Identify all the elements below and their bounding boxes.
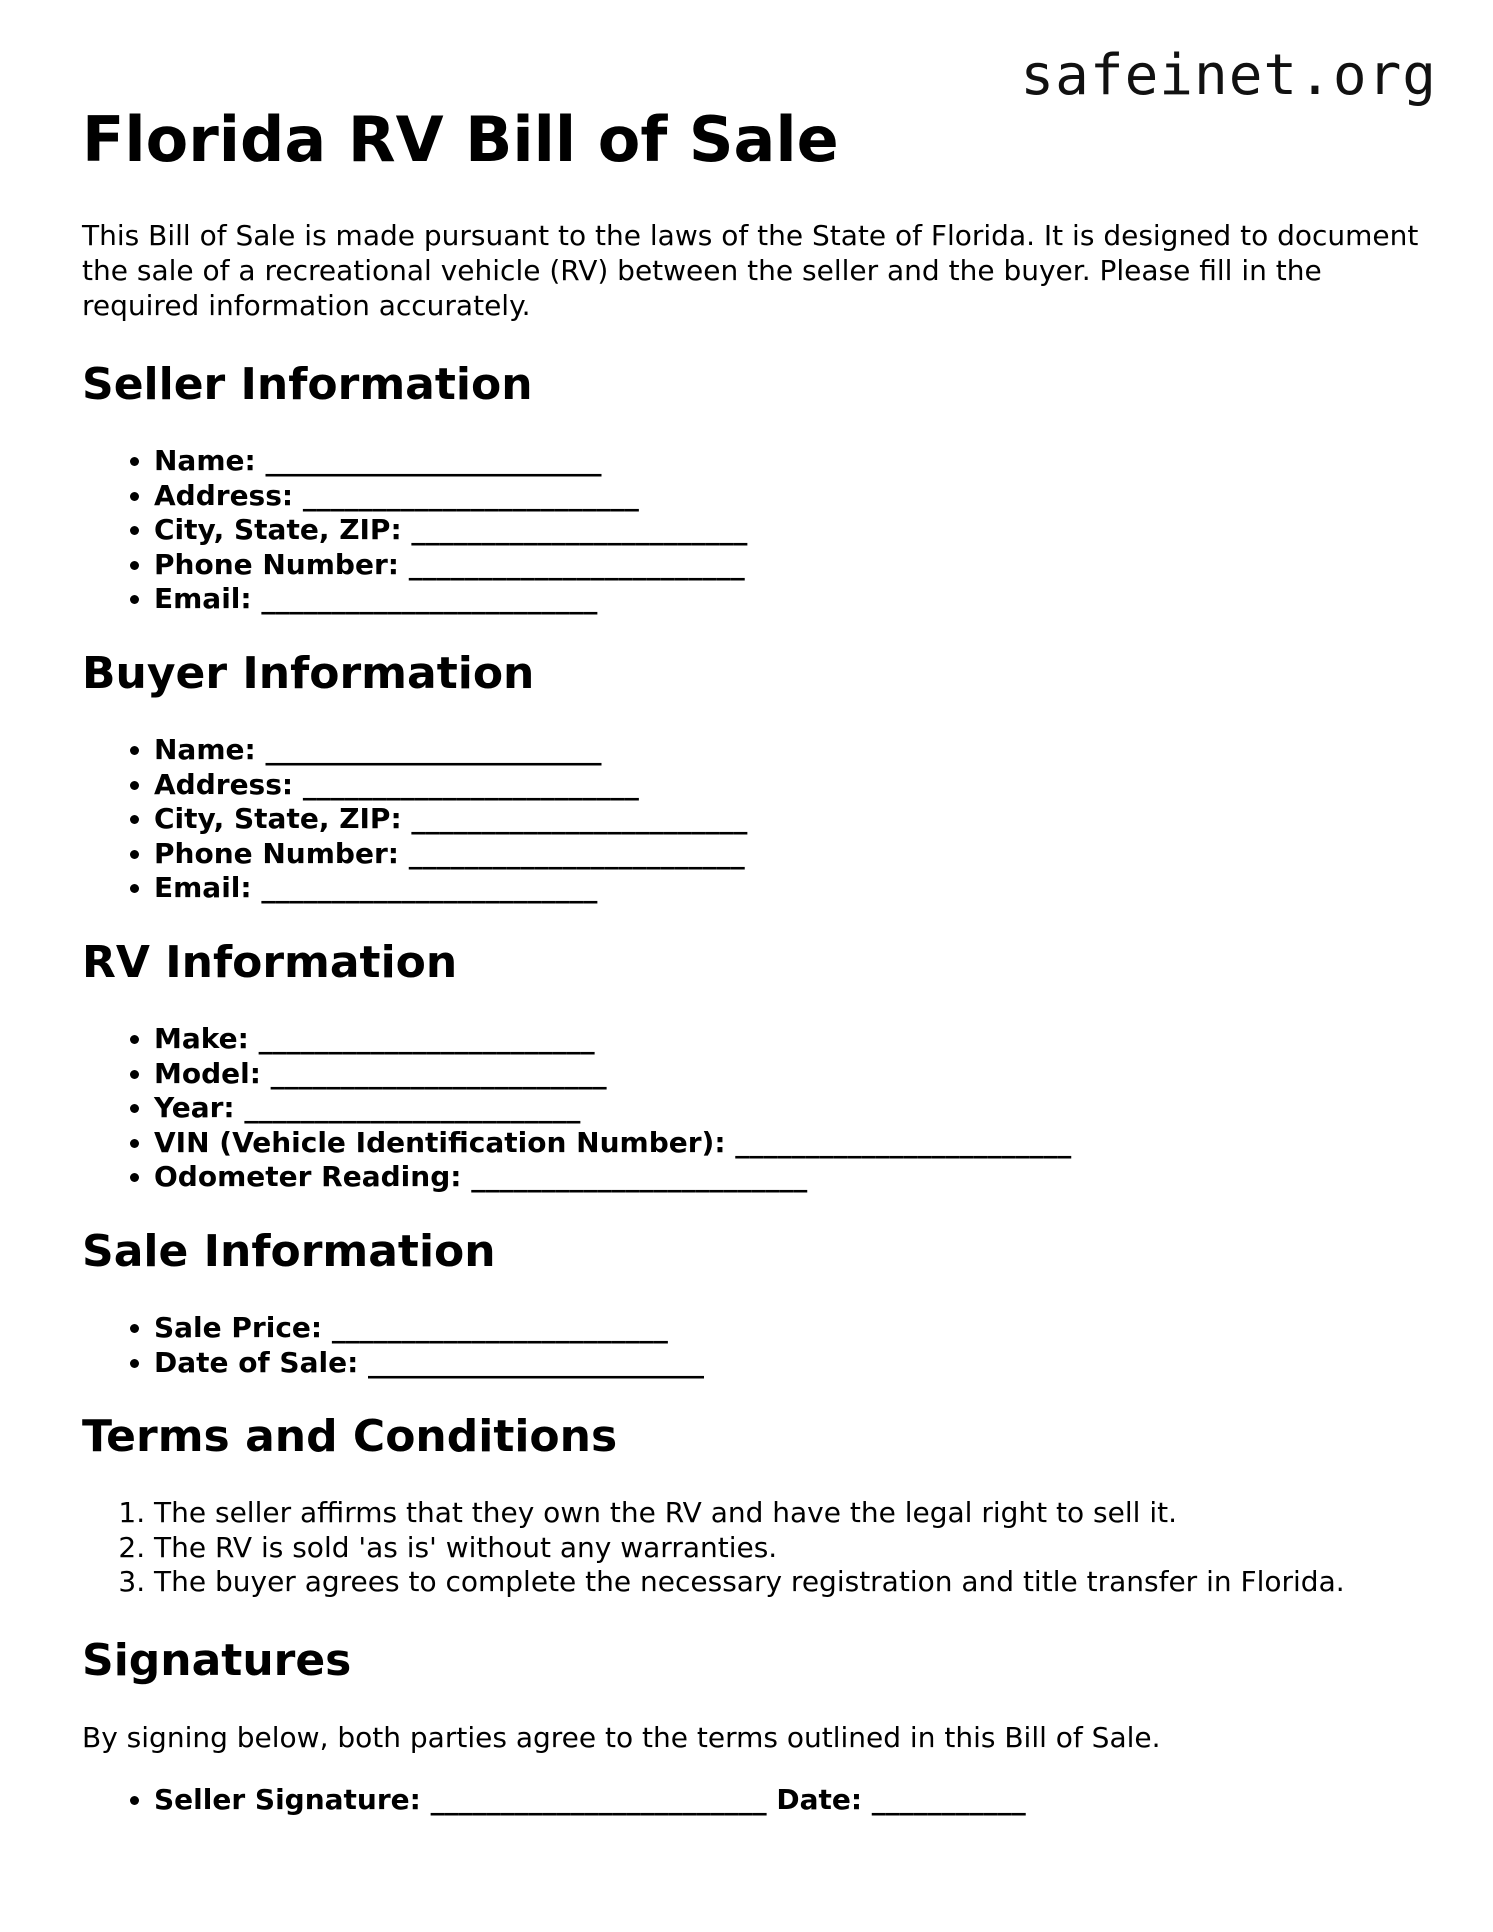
seller-heading: Seller Information bbox=[82, 359, 533, 410]
buyer-heading: Buyer Information bbox=[82, 647, 535, 699]
document-body bbox=[82, 104, 1422, 1847]
terms-heading: Terms and Conditions bbox=[82, 1411, 618, 1463]
seller-fields bbox=[82, 444, 1422, 617]
rv-make-field: • Make: ________________________ bbox=[154, 1022, 1422, 1057]
rv-fields bbox=[82, 1022, 1422, 1195]
terms-item-as-is: 2. The RV is sold 'as is' without any warranties. bbox=[154, 1531, 1422, 1566]
rv-vin-field: • VIN (Vehicle Identification Number): ________________________ bbox=[154, 1126, 1422, 1161]
watermark-text: safeinet.org bbox=[1020, 43, 1437, 108]
terms-list bbox=[82, 1496, 1422, 1600]
buyer-email-field: • Email: ________________________ bbox=[154, 871, 1422, 906]
buyer-city-state-zip-field: • City, State, ZIP: ________________________ bbox=[154, 802, 1422, 837]
rv-model-field: • Model: ________________________ bbox=[154, 1057, 1422, 1092]
buyer-phone-field: • Phone Number: ________________________ bbox=[154, 837, 1422, 872]
terms-item-ownership: 1. The seller affirms that they own the RV and have the legal right to sell it. bbox=[154, 1496, 1422, 1531]
buyer-fields bbox=[82, 733, 1422, 906]
rv-heading: RV Information bbox=[82, 936, 458, 988]
buyer-name-field: • Name: ________________________ bbox=[154, 733, 1422, 768]
sale-fields bbox=[82, 1311, 1422, 1380]
seller-city-state-zip-field: • City, State, ZIP: ________________________ bbox=[154, 513, 1422, 548]
signature-fields bbox=[82, 1783, 1422, 1818]
signatures-note: By signing below, both parties agree to the terms outlined in this Bill of Sale. bbox=[82, 1720, 1161, 1754]
seller-address-field: • Address: ________________________ bbox=[154, 479, 1422, 514]
sale-price-field: • Sale Price: ________________________ bbox=[154, 1311, 1422, 1346]
rv-year-field: • Year: ________________________ bbox=[154, 1091, 1422, 1126]
document-title: Florida RV Bill of Sale bbox=[82, 103, 839, 176]
sale-heading: Sale Information bbox=[82, 1225, 496, 1277]
terms-item-registration: 3. The buyer agrees to complete the necessary registration and title transfer in Florida. bbox=[154, 1565, 1422, 1600]
seller-email-field: • Email: ________________________ bbox=[154, 582, 1422, 617]
seller-signature-field: • Seller Signature: ________________________ Date: ___________ bbox=[154, 1783, 1422, 1818]
intro-paragraph: This Bill of Sale is made pursuant to the laws of the State of Florida. It is designed to document the sale of a recreational vehicle (RV) between the seller and the buyer. Please fill in the required information accurately. bbox=[82, 219, 1419, 322]
signatures-heading: Signatures bbox=[82, 1634, 352, 1686]
rv-odometer-field: • Odometer Reading: ________________________ bbox=[154, 1160, 1422, 1195]
seller-phone-field: • Phone Number: ________________________ bbox=[154, 548, 1422, 583]
buyer-address-field: • Address: ________________________ bbox=[154, 768, 1422, 803]
seller-name-field: • Name: ________________________ bbox=[154, 444, 1422, 479]
sale-date-field: • Date of Sale: ________________________ bbox=[154, 1346, 1422, 1381]
